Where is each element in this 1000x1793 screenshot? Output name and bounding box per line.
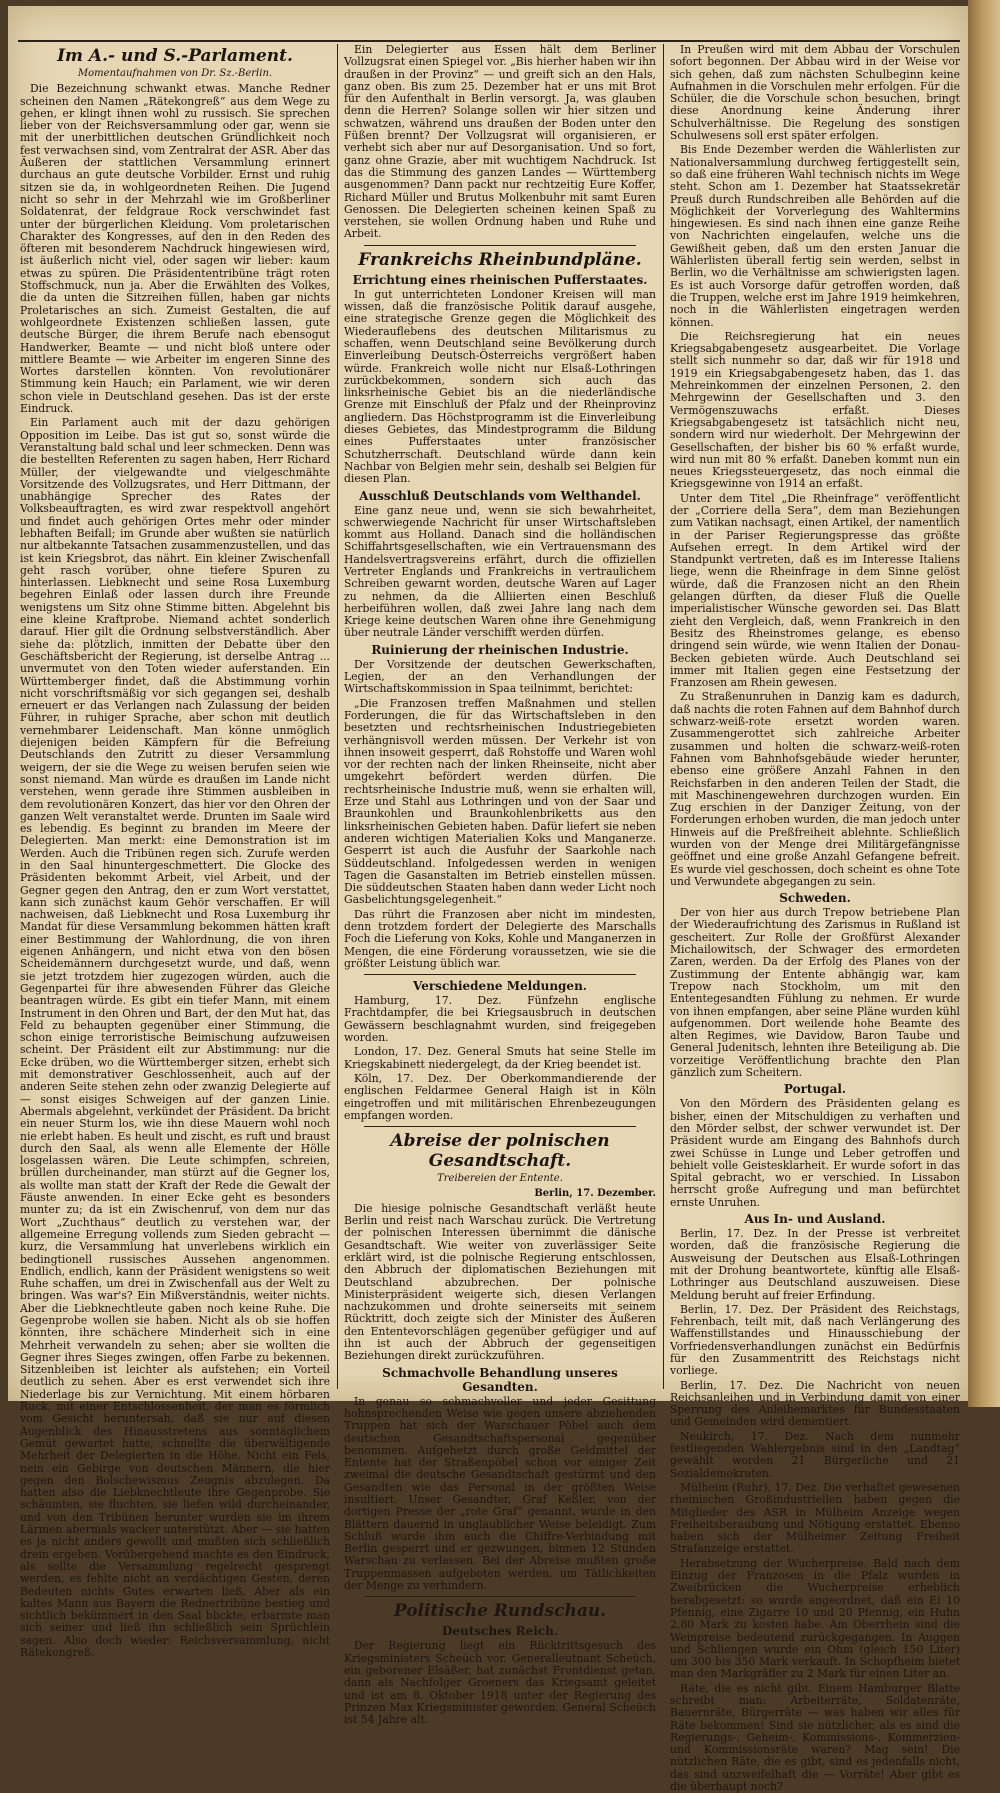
article-title: Politische Rundschau.	[393, 1601, 607, 1622]
paragraph: Räte, die es nicht gibt. Einem Hamburger Blatte schreibt man: Arbeiterräte, Soldatenräte, Bauernräte, Bürgerräte — was haben wir alles für Räte bekommen! Sind sie nützlicher, als es sind die Regierungs-, Geheim-, Kommissions-, Kommerzien- und Kommissionsräte waren? Mag sein! Die nützlichen Räte, die es gibt, sind es jedenfalls nicht, das sind unzweifelhaft die — Vorräte! Aber gibt es die überhaupt noch?	[670, 1681, 960, 1793]
divider	[364, 245, 636, 246]
paragraph: Eine ganz neue und, wenn sie sich bewahrheitet, schwerwiegende Nachricht für unser Wirtschaftsleben kommt aus Holland. Danach sind die holländischen Schiffahrtsgesellschaften, wie ein Vertrauensmann des Handelsvertragsvereins erfährt, durch die offiziellen Vertreter Englands und Frankreichs in vertraulichem Schreiben gewarnt worden, deutsche Waren auf Lager zu nehmen, da die Alliierten einen Beschluß herbeiführen wollen, daß zwei Jahre lang nach dem Kriege keine deutschen Waren ohne ihre Genehmigung über neutrale Länder verschifft werden dürfen.	[344, 503, 656, 640]
section-heading: Schmachvolle Behandlung unseres Gesandten.	[382, 1365, 618, 1394]
article-byline: Momentaufnahmen von Dr. Sz.-Berlin.	[77, 68, 273, 79]
binding-edge	[968, 0, 1000, 1407]
paragraph: Berlin, 17. Dez. Der Präsident des Reichstags, Fehrenbach, teilt mit, daß nach Verlängerung des Waffenstillstandes und Hinausschiebung der Vorfriedensverhandlungen zunächst ein Bedürfnis für den Zusammentritt des Reichstags nicht vorliege.	[670, 1302, 960, 1378]
paragraph: Von den Mördern des Präsidenten gelang es bisher, einen der Mitschuldigen zu verhaften und den Mörder selbst, der schwer verwundet ist. Der Präsident wurde am Eingang des Bahnhofs durch zwei Schüsse in Lunge und Leber getroffen und behielt volle Geistesklarheit. Er wurde sofort in das Spital gebracht, wo er verschied. In Lissabon herrscht große Aufregung und man befürchtet ernste Unruhen.	[670, 1097, 960, 1209]
section-heading: Ruinierung der rheinischen Industrie.	[371, 642, 629, 657]
paragraph: In gut unterrichteten Londoner Kreisen will man wissen, daß die französische Politik darauf ausgehe, eine strategische Grenze gegen die Möglichkeit des Wiederauflebens des deutschen Militarismus zu schaffen, wenn Deutschland seine Bevölkerung durch Einverleibung Deutsch-Österreichs vergrößert haben würde. Frankreich wolle nicht nur Elsaß-Lothringen zurückbekommen, sondern sich auch das linksrheinische Gebiet bis an die niederländische Grenze mit Einschluß der Pfalz und der Rheinprovinz angliedern. Das Höchstprogramm ist die Einverleibung dieses Gebietes, das Mindestprogramm die Bildung eines Pufferstaates unter französischer Schutzherrschaft. Deutschland würde dann kein Nachbar von Belgien mehr sein, deshalb sei Belgien für diesen Plan.	[344, 287, 656, 486]
divider	[364, 1596, 636, 1597]
article-title: Im A.- und S.-Parlament.	[57, 46, 293, 66]
article-subtitle: Treibereien der Entente.	[437, 1173, 563, 1185]
paragraph: In Preußen wird mit dem Abbau der Vorschulen sofort begonnen. Der Abbau wird in der Weise vor sich gehen, daß zum nächsten Schulbeginn keine Aufnahmen in die Vorschulen mehr erfolgen. Für die Schüler, die die Vorschule schon besuchen, bringt diese Anordnung keine Änderung ihrer Schulverhältnisse. Die Regelung des sonstigen Schulwesens soll erst später erfolgen.	[670, 43, 960, 143]
paragraph: Mülheim (Ruhr), 17. Dez. Die verhaftet gewesenen rheinischen Großindustriellen haben gegen die Mitglieder des ASR in Mülheim Anzeige wegen Freiheitsberaubung und Nötigung erstattet. Ebenso haben sich der Mülheimer Zeitung Freiheit Strafanzeige erstattet.	[670, 1480, 960, 1556]
divider	[364, 1126, 636, 1127]
paragraph: Berlin, 17. Dez. Die Nachricht von neuen Reichsanleihen und in Verbindung damit von einer Sperrung des Anleihemarktes für Bundesstaaten und Gemeinden wird dementiert.	[670, 1378, 960, 1429]
article-subtitle: Errichtung eines rheinischen Pufferstaates.	[352, 272, 648, 287]
paragraph: Ein Parlament auch mit der dazu gehörigen Opposition im Leibe. Das ist gut so, sonst würde die Veranstaltung bald schal und leer schmecken. Denn was die bestellten Referenten zu sagen haben, Herr Richard Müller, der vielgewandte und vielgeschmähte Vorsitzende des Vollzugsrates, und Herr Dittmann, der unabhängige Sprecher des Rates der Volksbeauftragten, es wird zwar respektvoll angehört und findet auch gehörigen Ortes mehr oder minder lebhaften Beifall; im Grunde aber wußten sie natürlich nur altbekannte Tatsachen zusammenzustellen, und das ist kein Kriegsbrot, das nährt. Ein kleiner Zwischenfall geht rasch vorüber, ohne tiefere Spuren zu hinterlassen. Liebknecht und seine Rosa Luxemburg begehren Einlaß oder lassen durch ihre Freunde wenigstens um Sitz ohne Stimme bitten. Abgelehnt bis eine kleine Kraftprobe. Niemand achtet sonderlich darauf. Hier gilt die Ordnung selbstverständlich. Aber siehe da: plötzlich, inmitten der Debatte über den Geschäftsbericht der Regierung, ist derselbe Antrag ... unvermutet von den Toten wieder auferstanden. Ein Württemberger findet, daß die Abstimmung vorhin nicht vorschriftsmäßig vor sich gegangen sei, deshalb erneuert er das Verlangen nach Zulassung der beiden Führer, in ruhiger Sprache, aber schon mit deutlich vernehmbarer Leidenschaft. Man könne unmöglich diejenigen beiden Kämpfern für die Befreiung Deutschlands den Zutritt zu dieser Versammlung weigern, der sie die Wege zu weisen berufen seien wie sonst niemand. Man würde es draußen im Lande nicht verstehen, wenn gerade ihre Stimmen ausbleiben in dem revolutionären Konzert, das hier vor den Ohren der ganzen Welt veranstaltet werde. Drunten im Saale wird es lebendig. Es beginnt zu branden im Meere der Delegierten. Man merkt: eine Demonstration ist im Werden. Auch die Tribünen regen sich. Zurufe werden in den Saal hinuntergeschmettert. Die Glocke des Präsidenten bekommt Arbeit, viel Arbeit, und der Gegner gegen den Antrag, den er zum Wort verstattet, kann sich zunächst kaum Gehör verschaffen. Er will nachweisen, daß Liebknecht und Rosa Luxemburg ihr Mandat für diese Versammlung bekommen hätten kraft einer Bestimmung der Wahlordnung, die von ihren eigenen Anhängern, und nicht etwa von den bösen Scheidemännern durchgesetzt wurde, und daß, wenn sie jetzt trotzdem hier zugezogen würden, auch die Gegenpartei für ihre abwesenden Führer das Gleiche beantragen würde. Es gibt ein tiefer Mann, mit einem Instrument in den Ohren und Bart, der den Mut hat, das Feld zu behaupten gegenüber einer Stimmung, die schon einige terroristische Beimischung aufzuweisen scheint. Der Präsident eilt zur Abstimmung: nur die Ecke drüben, wo die Württemberger sitzen, erhebt sich mit demonstrativer Geschlossenheit, auch auf der anderen Seite stehen zehn oder zwanzig Delegierte auf — sonst eisiges Schweigen auf der ganzen Linie. Abermals abgelehnt, verkündet der Präsident. Da bricht ein neuer Sturm los, wie ihn diese Mauern wohl noch nie erlebt haben. Es heult und zischt, es ruft und braust durch den Saal, als wenn alle Elemente der Hölle losgelassen wären. Die Leute schimpfen, schreien, brüllen durcheinander, man stürzt auf die Gegner los, als wollte man statt der Kraft der Rede die Gewalt der Fäuste anwenden. In einer Ecke geht es besonders munter zu; da ist ein Zwischenruf, von dem nur das Wort „Zuchthaus“ deutlich zu verstehen war, der allgemeine Erregung vollends zum Sieden gebracht — kurz, die Versammlung hat unverlebens wirklich ein bedingtionell russisches Aussehen angenommen. Endlich, endlich, kann der Präsident wenigstens so weit Ruhe schaffen, um drei in Zwischenfall aus der Welt zu bringen. Was war's? Ein Mißverständnis, weiter nichts. Aber die Liebknechtleute gaben noch keine Ruhe. Die Gegenprobe wollen sie haben. Nicht als ob sie hoffen könnten, ihre schächere Minderheit sich in eine Mehrheit verwandeln zu sehen; aber sie wollten die Gegner ihres Sieges zwingen, offen Farbe zu bekennen. Sitzenbleiben ist leichter als aufstehen; ein Vorteil deutlich zu sehen. Aber es erst verwendet sich ihre Niederlage bis zur Vernichtung. Mit einem hörbaren Ruck, mit einer Entschlossenheit, der man es förmlich vom Gesicht heruntersah, daß sie nur auf diesen Augenblick des Hinausstretens aus sonntäglichem Gemüt gewartet hatte, schnellte die überwältigende Mehrheit der Delegierten in die Höhe. Nicht ein Fels, nein ein Gebirge von deutschen Männern, die hier gegen den Bolschewismus Zeugnis abzulegen. Da hatten also die Liebknechtleute ihre Gegenprobe. Sie schäumten, sie fluchten, sie liefen wild durcheinander, und von den Tribünen herunter wurden sie im ihrem Lärmen abermals wacker unterstützt. Aber — sie hatten es ja nicht anders gewollt und mußten sich schließlich drein ergeben. Vorübergehend machte es den Eindruck, als sollte die Versammlung regelrecht gesprengt werden, es fehlte nicht an verdächtigen Gesten, deren Bedeuten nichts Gutes erwarten ließ. Aber als ein kaltes Mann aus Bayern die Rednertribüne bestieg und sichtlich bekümmert in den Saal blickte, erbarmte man sich seiner und ließ ihn schließlich sein Sprüchlein sagen. Also doch wieder: Reichsversammlung, nicht Rätekongreß.	[20, 416, 330, 1659]
top-rule	[18, 40, 960, 42]
section-heading: Aus In- und Ausland.	[744, 1212, 886, 1227]
paragraph: Die Reichsregierung hat ein neues Kriegsabgabengesetz ausgearbeitet. Die Vorlage stellt sich nunmehr so dar, daß wir für 1918 und 1919 ein Kriegsabgabengesetz haben, das 1. das Mehreinkommen der einzelnen Personen, 2. den Mehrgewinn der Gesellschaften und 3. den Vermögenszuwachs erfaßt. Dieses Kriegsabgabengesetz ist tatsächlich nicht neu, sondern wird nur wiederholt. Der Mehrgewinn der Gesellschaften, der bisher bis 60 % erfaßt wurde, wird nun mit 80 % erfaßt. Daneben kommt nun ein neues Kriegssteuergesetz, das noch einmal die Kriegsgewinne von 1914 an erfaßt.	[670, 329, 960, 491]
divider	[364, 974, 636, 975]
paragraph: Berlin, 17. Dez. In der Presse ist verbreitet worden, daß die französische Regierung die Ausweisung der Deutschen aus Elsaß-Lothringen mit der Drohung beantwortete, künftig alle Elsaß-Lothringer aus Deutschland auszuweisen. Diese Meldung beruht auf freier Erfindung.	[670, 1227, 960, 1302]
column-rule	[337, 44, 338, 1389]
paragraph: Der Regierung liegt ein Rücktrittsgesuch des Kriegsministers Scheüch vor. Generalleutnant Scheüch, ein geborener Elsäßer, hat zunächst Frontdienst getan, dann als Nachfolger Groeners das Kriegsamt geleitet und ist am 8. Oktober 1918 unter der Regierung des Prinzen Max Kriegsminister geworden. General Scheüch ist 54 Jahre alt.	[344, 1639, 656, 1727]
paragraph: Ein Delegierter aus Essen hält dem Berliner Vollzugsrat einen Spiegel vor. „Bis hierher haben wir ihn draußen in der Provinz“ — und greift sich an den Hals, ganz oben. Bis zum 25. Dezember hat er uns mit Brot für den Aufenthalt in Berlin versorgt. Ja, was glauben denn die Herren? Solange sollen wir hier sitzen und schwatzen, während uns draußen der Boden unter den Füßen brennt? Der Vollzugsrat will organisieren, er verhebt sich aber nur auf Desorganisation. Und so fort, ganz ohne Grazie, aber mit wuchtigem Nachdruck. Ist das die Stimmung des ganzen Landes — Württemberg ausgenommen? Dann packt nur rechtzeitig Eure Koffer, Richard Müller und Brutus Molkenbuhr mit samt Euren Genossen. Die Delegierten scheinen keinen Spaß zu verstehen, sie wollen Ordnung haben und Ruhe und Arbeit.	[344, 43, 656, 241]
article-title: Frankreichs Rheinbundpläne.	[358, 249, 642, 270]
paragraph: Zu Straßenunruhen in Danzig kam es dadurch, daß nachts die roten Fahnen auf dem Bahnhof durch schwarz-weiß-rote ersetzt worden waren. Zusammengerottet sich zahlreiche Arbeiter zusammen und holten die schwarz-weiß-roten Fahnen vom Bahnhofsgebäude wieder herunter, ebenso eine größere Anzahl Fahnen in den Reichsfarben in den anderen Teilen der Stadt, die mit Maschinengewehren durchzogen wurden. Ein Zug erschien in der Danziger Zeitung, von der Forderungen erhoben wurden, die man jedoch unter Hinweis auf die Preßfreiheit ablehnte. Schließlich wurden von der Menge drei Militärgefängnisse geöffnet und eine große Anzahl Gefangene befreit. Es wurde viel geschossen, doch scheint es ohne Tote und Verwundete abgegangen zu sein.	[670, 690, 960, 888]
paragraph: Hamburg, 17. Dez. Fünfzehn englische Frachtdampfer, die bei Kriegsausbruch in deutschen Gewässern beschlagnahmt wurden, sind freigegeben worden.	[344, 994, 656, 1045]
paragraph: Neukirch, 17. Dez. Nach dem nunmehr festliegenden Wahlergebnis sind in den „Landtag“ gewählt worden 21 Bürgerliche und 21 Sozialdemokraten.	[670, 1429, 960, 1480]
column-middle	[344, 43, 656, 1727]
section-heading: Deutsches Reich.	[441, 1624, 559, 1639]
paragraph: Der Vorsitzende der deutschen Gewerkschaften, Legien, der an den Verhandlungen der Wirtschaftskommission in Spaa teilnimmt, berichtet:	[344, 657, 656, 696]
paragraph: London, 17. Dez. General Smuts hat seine Stelle im Kriegskabinett niedergelegt, da der Krieg beendet ist.	[344, 1045, 656, 1071]
section-heading: Portugal.	[783, 1082, 847, 1097]
column-rule	[663, 44, 664, 1389]
dateline: Berlin, 17. Dezember.	[534, 1188, 656, 1200]
paragraph: In genau so schmachvoller und jeder Gesittung hohnsprechenden Weise wie gegen unsere abziehenden Truppen hat sich der Warschauer Pöbel auch dem deutschen Gesandtschaftspersonal gegenüber benommen. Aufgehetzt durch große Geldmittel der Entente hat der Straßenpöbel schon vor einiger Zeit zweimal die deutsche Gesandtschaft gestürmt und den Gesandten wie das Personal in der größten Weise insultiert. Unser Gesandter, Graf Keßler, von der dortigen Presse der „rote Graf“ genannt, wurde in den Blättern dauernd in unglaublicher Weise beleidigt. Zum Schluß wurde ihm auch die Chiffre-Verbindung mit Berlin gesperrt und er gezwungen, binnen 12 Stunden Warschau zu verlassen. Bei der Abreise mußten große Truppenmassen aufgeboten werden, um Tätlichkeiten der Menge zu verhindern.	[344, 1394, 656, 1593]
paragraph: Herabsetzung der Wucherpreise. Bald nach dem Einzug der Franzosen in die Pfalz wurden in Zweibrücken die Wucherpreise erheblich herabgesetzt: so wurde angeordnet, daß ein Ei 10 Pfennig, eine Zigarre 10 und 20 Pfennig, ein Huhn 2,80 Mark zu kosten habe. Am Oberrhein sind die Weinpreise bedeutend zurückgegangen. In Auggen und Schliengen wurde ein Ohm (gleich 150 Liter) um 300 bis 350 Mark verkauft. In Schopfheim bietet man den Markgräfler zu 2 Mark für einen Liter an.	[670, 1556, 960, 1681]
paragraph: Der von hier aus durch Trepow betriebene Plan der Wiederaufrichtung des Zarismus in Rußland ist gescheitert. Zur Rolle der Großfürst Alexander Michailowitsch, der Schwager des ermordeten Zaren, werden. Da der Erfolg des Planes von der Zustimmung der Entente abhängig war, kam Trepow nach Stockholm, um mit den Ententegesandten Fühlung zu nehmen. Er wurde von ihnen empfangen, aber seine Pläne wurden kühl aufgenommen. Dort weilende hohe Beamte des alten Regimes, wie Davidow, Baron Taube und General Judenitsch, lehnten ihre Beteiligung ab. Die vorzeitige Veröffentlichung brachte den Plan gänzlich zum Scheitern.	[670, 906, 960, 1080]
paragraph: Bis Ende Dezember werden die Wählerlisten zur Nationalversammlung durchweg fertiggestellt sein, so daß eine früheren Wahl technisch nichts im Wege steht. Schon am 1. Dezember hat Staatssekretär Preuß durch Rundschreiben alle Behörden auf die Möglichkeit der Vorverlegung des Wahltermins hingewiesen. Es sind nach ihnen eine ganze Reihe von Nachrichten eingelaufen, welche uns die Gewißheit geben, daß um den ersten Januar die Wählerlisten überall fertig sein werden, selbst in Berlin, wo die Verhältnisse am schwierigsten lagen. Es ist auch Vorsorge dafür getroffen worden, daß die Truppen, welche erst im Jahre 1919 heimkehren, noch in die Wählerlisten eingetragen werden können.	[670, 143, 960, 329]
paragraph: Die Bezeichnung schwankt etwas. Manche Redner scheinen den Namen „Rätekongreß“ aus dem Wege zu gehen, er klingt ihnen wohl zu russisch. Sie sprechen lieber von der Reichsversammlung oder gar, wenn sie mit der unerbittlichen deutschen Gründlichkeit noch fest verwachsen sind, vom Zentralrat der ASR. Aber das Äußeren der stattlichen Versammlung erinnert durchaus an gute deutsche Vorbilder. Ernst und ruhig sitzen sie da, in wohlgeordneten Reihen. Die Jugend nicht so sehr in der Mehrzahl wie im Großberliner Soldatenrat, der feldgraue Rock verschwindet fast unter der bürgerlichen Kleidung. Vom proletarischen Charakter des Kongresses, auf den in den Reden des öfteren mit besonderem Nachdruck hingewiesen wird, ist äußerlich nicht viel, oder sagen wir lieber: kaum etwas zu spüren. Die Präsidententribüne trägt roten Stoffschmuck, nun ja. Aber die Erwählten des Volkes, die da unten die Sitzreihen füllen, haben gar nichts Proletarisches an sich. Zumeist Gestalten, die auf wohlgeordnete Existenzen schließen lassen, gute deutsche Bürger, die ihrem Berufe nach ebensogut Handwerker, Beamte — und nicht bloß untere oder mittlere Beamte — wie Arbeiter im engeren Sinne des Wortes darstellen könnten. Von revolutionärer Stimmung kein Hauch; ein Parlament, wie wir deren schon viele in Deutschland gesehen. Das ist der erste Eindruck.	[20, 82, 330, 416]
paragraph: Unter dem Titel „Die Rheinfrage“ veröffentlicht der „Corriere della Sera“, dem man Beziehungen zum Vatikan nachsagt, einen Artikel, der namentlich in der Pariser Regierungspresse das größte Aufsehen erregt. In dem Artikel wird der Standpunkt vertreten, daß es im Interesse Italiens liege, wenn die Rheinfrage in dem Sinne gelöst würde, daß die Franzosen nicht an den Rhein gelangen dürften, da dieser Fluß die Quelle imperialistischer Wünsche geworden sei. Das Blatt zieht den Vergleich, daß, wenn Frankreich in den Besitz des Rheinstromes gelange, es ebenso dringend sein würde, wie wenn Italien der Donau-Becken gebieten würde. Auch Deutschland sei immer mit Italien gegen eine Festsetzung der Franzosen am Rhein gewesen.	[670, 491, 960, 690]
article-title: Abreise der polnischen Gesandtschaft.	[390, 1131, 610, 1172]
section-heading: Ausschluß Deutschlands vom Welthandel.	[359, 488, 641, 503]
column-left	[20, 44, 330, 1659]
section-heading: Verschiedene Meldungen.	[413, 979, 587, 994]
newspaper-page	[8, 6, 968, 1793]
paragraph: Die hiesige polnische Gesandtschaft verläßt heute Berlin und reist nach Warschau zurück. Die Vertretung der polnischen Interessen übernimmt die dänische Gesandtschaft. Wie weiter von zuverlässiger Seite erklärt wird, ist die polnische Regierung entschlossen, den Abbruch der diplomatischen Beziehungen mit Deutschland abzubrechen. Der polnische Ministerpräsident weigerte sich, diesen Verlangen nachzukommen und drohte seinerseits mit seinem Rücktritt, doch zeigte sich der Minister des Äußeren den Ententevorschlägen gegenüber gefügiger und auf ihn ist auch der Abbruch der gegenseitigen Beziehungen direkt zurückzuführen.	[344, 1201, 656, 1363]
section-heading: Schweden.	[779, 891, 851, 906]
paragraph: Köln, 17. Dez. Der Oberkommandierende der englischen Feldarmee General Haigh ist in Köln eingetroffen und mit militärischen Ehrenbezeugungen empfangen worden.	[344, 1071, 656, 1122]
paragraph: Das rührt die Franzosen aber nicht im mindesten, denn trotzdem fordert der Delegierte des Marschalls Foch die Lieferung von Koks, Kohle und Manganerzen in Mengen, die eine Förderung voraussetzen, wie sie die größter Leistung üblich war.	[344, 907, 656, 970]
paragraph: „Die Franzosen treffen Maßnahmen und stellen Forderungen, die für das Wirtschaftsleben in den besetzten und rechtsrheinischen Industriegebieten verhängnisvoll werden müssen. Der Verkehr ist von ihnen insoweit gesperrt, daß Rohstoffe und Waren wohl vor der rechten nach der linken Rheinseite, nicht aber umgekehrt befördert werden dürfen. Die rechtsrheinische Industrie muß, wenn sie erhalten will, Erze und Stahl aus Lothringen und von der Saar und Braunkohlen und Braunkohlenbriketts aus den linksrheinischen Gebieten haben. Dafür liefert sie neben anderen wichtigen Materialien Koks und Manganerze. Gesperrt ist auch die Ausfuhr der Saarkohle nach Süddeutschland. Infolgedessen werden in wenigen Tagen die Gasanstalten im Betrieb einstellen müssen. Die süddeutschen Staaten haben dann weder Licht noch Gasbelichtungsgelegenheit.“	[344, 696, 656, 907]
column-right	[670, 43, 960, 1793]
